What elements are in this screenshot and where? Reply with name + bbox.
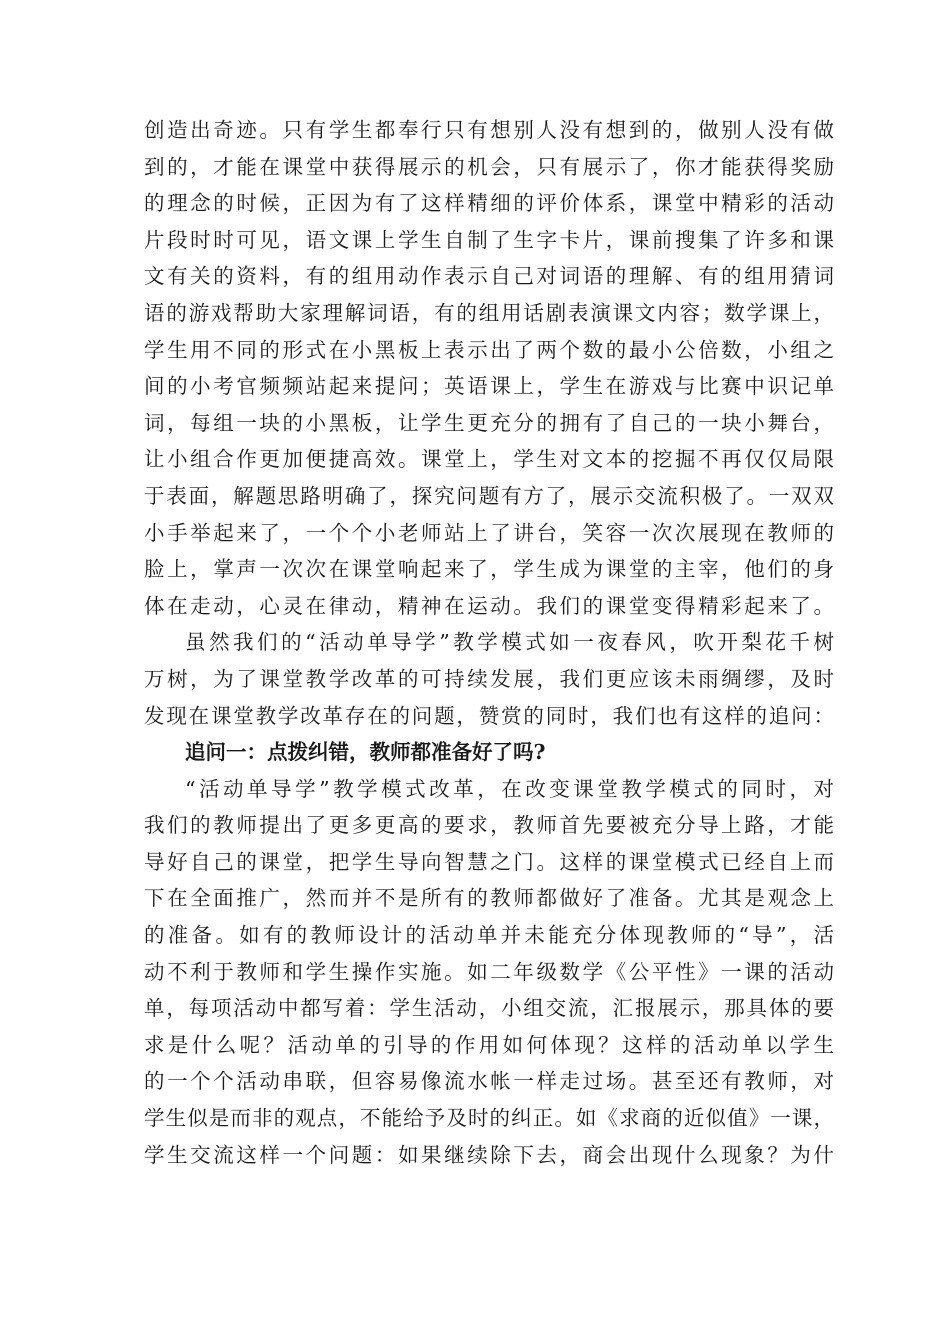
text-line: 词，每组一块的小黑板，让学生更充分的拥有了自己的一块小舞台， (144, 410, 834, 435)
text-line: 小手举起来了，一个个小老师站上了讲台，笑容一次次展现在教师的 (144, 520, 834, 545)
text-line: 我们的教师提出了更多更高的要求，教师首先要被充分导上路，才能 (144, 813, 834, 838)
text-line: 到的，才能在课堂中获得展示的机会，只有展示了，你才能获得奖励 (144, 154, 834, 179)
text-line: 发现在课堂教学改革存在的问题，赞赏的同时，我们也有这样的追问： (144, 703, 834, 728)
text-line: 的理念的时候，正因为有了这样精细的评价体系，课堂中精彩的活动 (144, 191, 834, 216)
text-line: 万树，为了课堂教学改革的可持续发展，我们更应该未雨绸缪，及时 (144, 666, 834, 691)
text-line: 间的小考官频频站起来提问；英语课上，学生在游戏与比赛中识记单 (144, 374, 834, 399)
text-line: 学生用不同的形式在小黑板上表示出了两个数的最小公倍数，小组之 (144, 337, 834, 362)
text-line: 的一个个活动串联，但容易像流水帐一样走过场。甚至还有教师，对 (144, 1069, 834, 1094)
document-body (144, 112, 834, 1173)
text-line: 片段时时可见，语文课上学生自制了生字卡片，课前搜集了许多和课 (144, 227, 834, 252)
text-line: 让小组合作更加便捷高效。课堂上，学生对文本的挖掘不再仅仅局限 (144, 447, 834, 472)
text-line: 求是什么呢？活动单的引导的作用如何体现？这样的活动单以学生 (144, 1032, 834, 1057)
text-line: 脸上，掌声一次次在课堂响起来了，学生成为课堂的主宰，他们的身 (144, 557, 834, 582)
text-line: 动不利于教师和学生操作实施。如二年级数学《公平性》一课的活动 (144, 959, 834, 984)
text-line: 学生似是而非的观点，不能给予及时的纠正。如《求商的近似值》一课， (144, 1106, 834, 1131)
text-line: 导好自己的课堂，把学生导向智慧之门。这样的课堂模式已经自上而 (144, 849, 834, 874)
paragraph-start-line: 虽然我们的“活动单导学”教学模式如一夜春风，吹开梨花千树 (185, 630, 834, 655)
section-heading: 追问一：点拨纠错，教师都准备好了吗? (185, 740, 546, 765)
paragraph-start-line: “活动单导学”教学模式改革，在改变课堂教学模式的同时，对 (185, 776, 834, 801)
text-line: 文有关的资料，有的组用动作表示自己对词语的理解、有的组用猜词 (144, 264, 834, 289)
text-line: 的准备。如有的教师设计的活动单并未能充分体现教师的“导”，活 (144, 923, 834, 948)
text-line: 学生交流这样一个问题：如果继续除下去，商会出现什么现象？为什 (144, 1142, 834, 1167)
text-line: 下在全面推广，然而并不是所有的教师都做好了准备。尤其是观念上 (144, 886, 834, 911)
text-line: 于表面，解题思路明确了，探究问题有方了，展示交流积极了。一双双 (144, 483, 834, 508)
text-line: 体在走动，心灵在律动，精神在运动。我们的课堂变得精彩起来了。 (144, 593, 834, 618)
text-line: 语的游戏帮助大家理解词语，有的组用话剧表演课文内容；数学课上， (144, 300, 834, 325)
text-line: 创造出奇迹。只有学生都奉行只有想别人没有想到的，做别人没有做 (144, 118, 834, 142)
text-line: 单，每项活动中都写着：学生活动，小组交流，汇报展示，那具体的要 (144, 996, 834, 1021)
